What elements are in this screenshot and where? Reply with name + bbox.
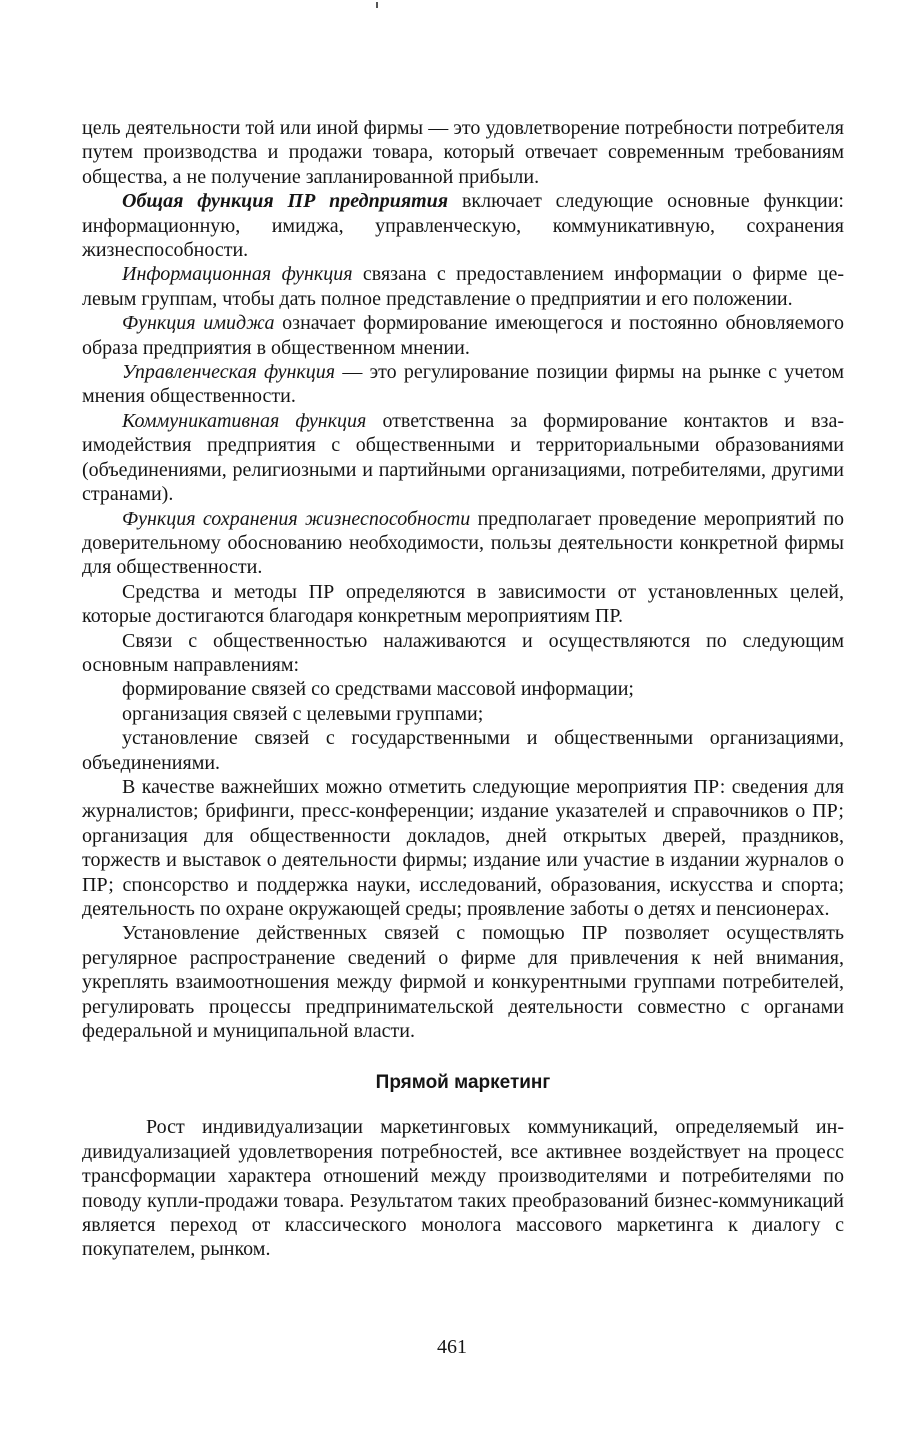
term-management-function: Управленческая функция <box>122 361 336 384</box>
paragraph-viability-function-text: предполагает проведение мероприятий по доверительному обоснованию необходимости, пользы деятельности конкретной фирмы для общественности. <box>82 507 844 579</box>
list-item: организация связей с целевыми группами; <box>122 702 484 725</box>
paragraph-general-function-text: включает следующие основные функции: информационную, имиджа, управленческую, коммуникативную, сохранения жизнеспособности. <box>82 190 844 262</box>
term-information-function: Информационная функция <box>122 263 353 286</box>
paragraph-management-function-text: — это регулирование позиции фирмы на рынке с учетом мнения общественности. <box>82 361 844 408</box>
paragraph-information-function-text: связана с предоставлением информации о фирме целевым группам, чтобы дать полное представление о предприятии и его положении. <box>82 263 844 310</box>
paragraph-intro-continuation: цель деятельности той или иной фирмы — это удовлетворение потребности потребителя путем производства и продажи товара, который отвечает современным требованиям общества, а не получение запланированной прибыли. <box>82 117 844 188</box>
paragraph-pr-activities: В качестве важнейших можно отметить следующие мероприятия ПР: сведения для журналистов; брифинги, пресс-конференции; издание указателей и справочников о ПР; организация для общественности докладов, дней открытых дверей, праздников, торжеств и выставок о деятельности фирмы; издание или участие в издании журналов о ПР; спонсорство и поддержка науки, исследований, образования, искусства и спорта; деятельность по охране окружающей среды; проявление заботы о детях и пенсионерах. <box>82 775 844 920</box>
paragraph-directions-intro: Связи с общественностью налаживаются и осуществляются по следующим основным направлениям: <box>82 629 844 676</box>
paragraph-information-function <box>82 262 844 311</box>
page-number: 461 <box>437 1336 467 1358</box>
book-page <box>82 116 844 1262</box>
paragraph-communicative-function <box>82 409 844 507</box>
term-image-function: Функция имиджа <box>122 312 275 335</box>
paragraph-means-and-methods: Средства и методы ПР определяются в зависимости от установленных целей, которые достигаются благодаря конкретным мероприятиям ПР. <box>82 580 844 628</box>
term-communicative-function: Коммуникативная функция <box>122 409 367 432</box>
paragraph-effective-relations: Установление действенных связей с помощью ПР позволяет осуществлять регулярное распространение сведений о фирме для привлечения к ней внимания, укреплять взаимоотношения между фирмой и конкурентными группами потребителей, регулировать процессы предпринимательской деятельности совместно с органами федеральной и муниципальной власти. <box>82 922 844 1043</box>
scan-speck <box>376 2 378 8</box>
list-item: установление связей с государственными и общественными организациями, объединениями. <box>82 727 844 774</box>
paragraph-direct-marketing: Рост индивидуализации маркетинговых коммуникаций, определяемый индивидуализацией удовлетворения потребностей, все активнее воздействует на процесс трансформации характера отношений между производителями и потребителями по поводу купли-продажи товара. Результатом таких преобразований бизнес-коммуникаций является переход от классического монолога массового маркетинга к диалогу с покупателем, рынком. <box>82 1116 844 1261</box>
paragraph-communicative-function-text: ответственна за формирование контактов и взаимодействия предприятия с общественными и территориальными образованиями (объединениями, религиозными и партийными организациями, потребителями, другими странами). <box>82 409 844 506</box>
paragraph-management-function <box>82 360 844 409</box>
paragraph-image-function <box>82 311 844 360</box>
list-item: формирование связей со средствами массовой информации; <box>122 678 634 701</box>
term-viability-function: Функция сохранения жизнеспособности <box>122 507 471 530</box>
paragraph-image-function-text: означает формирование имеющегося и постоянно обновляемого образа предприятия в общественном мнении. <box>82 312 844 359</box>
paragraph-general-function <box>82 189 844 262</box>
paragraph-viability-function <box>82 507 844 580</box>
term-general-function: Общая функция ПР предприятия <box>122 190 449 213</box>
section-heading: Прямой маркетинг <box>375 1072 551 1094</box>
